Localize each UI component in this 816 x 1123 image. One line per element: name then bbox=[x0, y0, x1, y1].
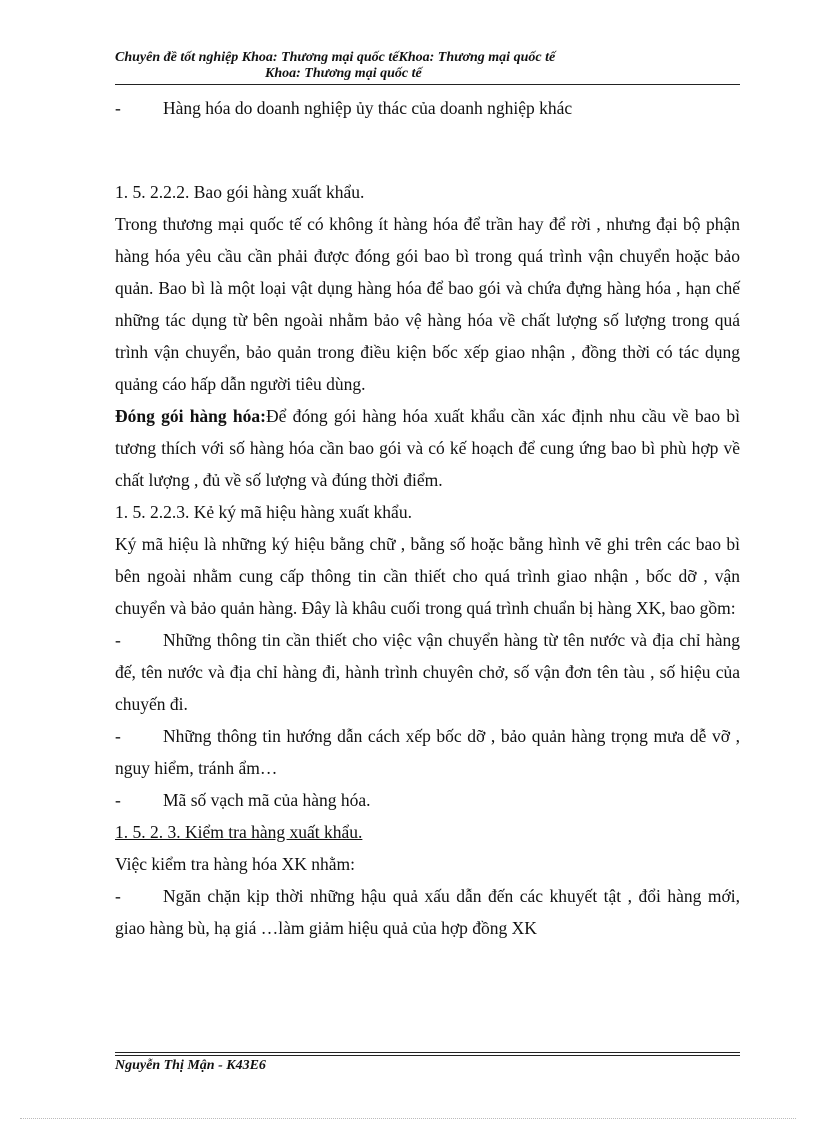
paragraph: Ký mã hiệu là những ký hiệu bằng chữ , bằng số hoặc bằng hình vẽ ghi trên các bao bì bên ngoài nhằm cung cấp thông tin cần thiết cho quá trình giao nhận , bốc dỡ , vận chuyển và bảo quản hàng. Đây là khâu cuối trong quá trình chuẩn bị hàng XK, bao gồm: bbox=[115, 534, 740, 618]
bullet-item: - Những thông tin cần thiết cho việc vận chuyển hàng từ tên nước và địa chỉ hàng đế, tên nước và địa chỉ hàng đi, hành trình chuyên chở, số vận đơn tên tàu , số hiệu của chuyến đi. bbox=[115, 630, 740, 714]
footer-author: Nguyễn Thị Mận - K43E6 bbox=[115, 1058, 266, 1073]
header-rule bbox=[115, 84, 740, 85]
bullet-item: - Mã số vạch mã của hàng hóa. bbox=[115, 790, 371, 810]
bullet-item: - Hàng hóa do doanh nghiệp ủy thác của doanh nghiệp khác bbox=[115, 98, 573, 118]
spacer bbox=[115, 124, 740, 176]
page-bottom-divider bbox=[20, 1118, 796, 1119]
bullet-item: - Những thông tin hướng dẫn cách xếp bốc dỡ , bảo quản hàng trọng mưa dễ vỡ , nguy hiểm, tránh ẩm… bbox=[115, 726, 740, 778]
footer-rule bbox=[115, 1055, 740, 1056]
paragraph: Việc kiểm tra hàng hóa XK nhằm: bbox=[115, 854, 355, 874]
footer-rule bbox=[115, 1052, 740, 1053]
section-heading: 1. 5. 2.2.2. Bao gói hàng xuất khẩu. bbox=[115, 182, 365, 202]
page-header bbox=[115, 50, 740, 82]
section-heading: 1. 5. 2. 3. Kiểm tra hàng xuất khẩu. bbox=[115, 822, 363, 842]
document-body bbox=[115, 92, 740, 944]
header-line-1: Chuyên đề tốt nghiệp Khoa: Thương mại quốc tếKhoa: Thương mại quốc tế bbox=[115, 50, 556, 65]
bullet-item: - Ngăn chặn kịp thời những hậu quả xấu dẫn đến các khuyết tật , đổi hàng mới, giao hàng bù, hạ giá …làm giảm hiệu quả của hợp đồng XK bbox=[115, 886, 740, 938]
paragraph: Trong thương mại quốc tế có không ít hàng hóa để trần hay để rời , nhưng đại bộ phận hàng hóa yêu cầu cần phải được đóng gói bao bì trong quá trình vận chuyển hoặc bảo quản. Bao bì là một loại vật dụng hàng hóa để bao gói và chứa đựng hàng hóa , hạn chế những tác dụng từ bên ngoài nhằm bảo vệ hàng hóa về chất lượng số lượng trong quá trình vận chuyển, bảo quản trong điều kiện bốc xếp giao nhận , đồng thời có tác dụng quảng cáo hấp dẫn người tiêu dùng. bbox=[115, 214, 740, 394]
header-line-2: Khoa: Thương mại quốc tế bbox=[265, 66, 422, 81]
section-heading: 1. 5. 2.2.3. Kẻ ký mã hiệu hàng xuất khẩu. bbox=[115, 502, 412, 522]
bold-term: Đóng gói hàng hóa: bbox=[115, 406, 266, 426]
paragraph: Đóng gói hàng hóa:Để đóng gói hàng hóa xuất khẩu cần xác định nhu cầu về bao bì tương thích với số hàng hóa cần bao gói và có kế hoạch để cung ứng bao bì phù hợp về chất lượng , đủ về số lượng và đúng thời điểm. bbox=[115, 406, 740, 490]
